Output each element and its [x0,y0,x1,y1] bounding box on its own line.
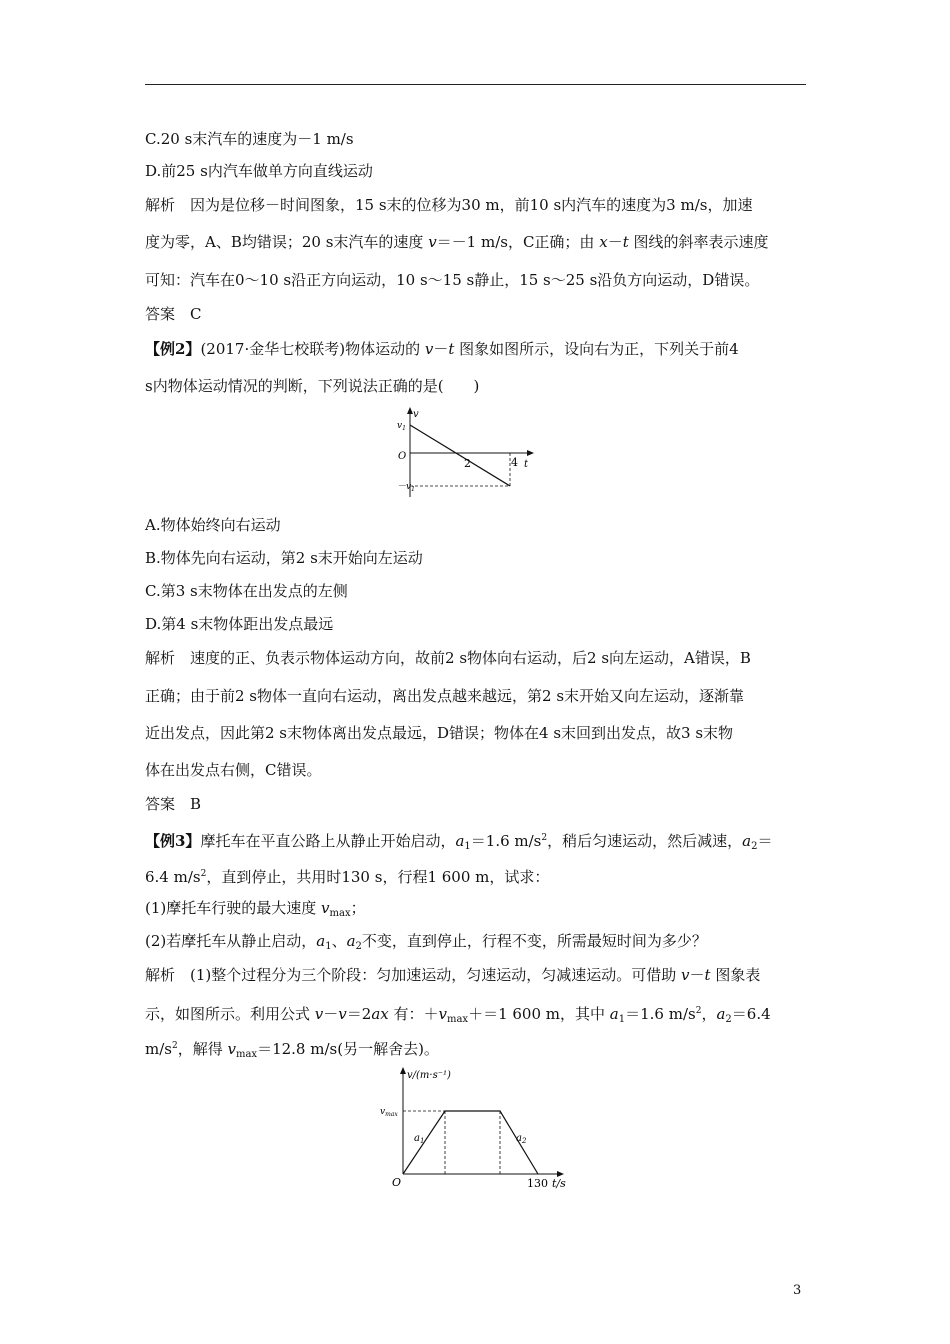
tick-4-label: 4 [511,456,518,469]
answer-1: 答案 C [145,305,202,323]
v1-label: $v_1$ [397,421,406,432]
neg-v1-label: $-v_1$ [397,482,415,493]
analysis-2-line-3: 近出发点，因此第2 s末物体离出发点最远，D错误；物体在4 s末回到出发点，故3 s末物 [145,724,734,742]
tick-2-label: 2 [464,457,471,470]
analysis-3-line-3: $m/s^2$，解得 $v_{max}=12.8$ m/s(另一解舍去)。 [145,1040,439,1060]
analysis-3-line-1: 解析 (1)整个过程分为三个阶段：匀加速运动，匀速运动，匀减速运动。可借助 v－t 图象表 [145,966,761,984]
origin-label: O [398,451,407,462]
analysis-2-line-1: 解析 速度的正、负表示物体运动方向，故前2 s物体向右运动，后2 s向左运动，A错误，B [145,649,751,667]
question-1: (1)摩托车行驶的最大速度 $v_{max}$； [145,899,366,919]
example-2-line-2: s内物体运动情况的判断，下列说法正确的是( ) [145,377,480,395]
option-a: A.物体始终向右运动 [145,516,281,534]
t-axis-label: t [524,459,529,470]
example-3-line-2: 6.4 $m/s^2$，直到停止，共用时130 s，行程1 600 m，试求： [145,868,550,886]
header-rule [145,84,806,85]
example-3-line-1: 【例3】摩托车在平直公路上从静止开始启动，$a_1=1.6$ $m/s^2$，稍后匀速运动，然后减速，$a_2=$ [145,832,773,852]
analysis-3-line-2: 示，如图所示。利用公式 v－v＝2ax 有：$+v_{max}+=1$ 600 m，其中 $a_1=1.6$ $m/s^2$，$a_2=6.4$ [145,1005,771,1025]
option-c-prev: C.20 s末汽车的速度为－1 m/s [145,130,354,148]
vmax-label: $v_{max}$ [380,1107,398,1118]
answer-2: 答案 B [145,795,202,813]
origin-label: O [392,1176,402,1189]
v-axis-label: v [413,409,419,420]
option-b: B.物体先向右运动，第2 s末开始向左运动 [145,549,423,567]
analysis-2-line-4: 体在出发点右侧，C错误。 [145,761,322,779]
option-d: D.第4 s末物体距出发点最远 [145,615,334,633]
option-d-prev: D.前25 s内汽车做单方向直线运动 [145,162,373,180]
question-2: (2)若摩托车从静止启动，$a_1$、$a_2$不变，直到停止，行程不变，所需最短时间为多少？ [145,932,707,952]
x-axis-label: t/s [552,1177,566,1190]
page-number: 3 [793,1283,802,1298]
analysis-2-line-2: 正确；由于前2 s物体一直向右运动，离出发点越来越远，第2 s末开始又向左运动，逐渐靠 [145,687,745,705]
vt-graph-example-2 [397,405,540,500]
a1-label: $a_1$ [414,1133,425,1145]
analysis-1-line-3: 可知：汽车在0～10 s沿正方向运动，10 s～15 s静止，15 s～25 s沿负方向运动，D错误。 [145,271,760,289]
analysis-1-line-1: 解析 因为是位移－时间图象，15 s末的位移为30 m，前10 s内汽车的速度为3 m/s，加速 [145,196,753,214]
y-axis-label: v/(m·s⁻¹) [407,1070,451,1081]
example-2-line-1: 【例2】(2017·金华七校联考)物体运动的 v－t 图象如图所示，设向右为正，下列关于前4 [145,340,739,358]
analysis-1-line-2: 度为零，A、B均错误；20 s末汽车的速度 v＝－1 m/s，C正确；由 x－t 图线的斜率表示速度 [145,233,769,251]
tick-130-label: 130 [527,1177,548,1190]
option-c: C.第3 s末物体在出发点的左侧 [145,582,348,600]
vt-graph-example-3 [370,1062,580,1194]
a2-label: $a_2$ [516,1133,527,1145]
